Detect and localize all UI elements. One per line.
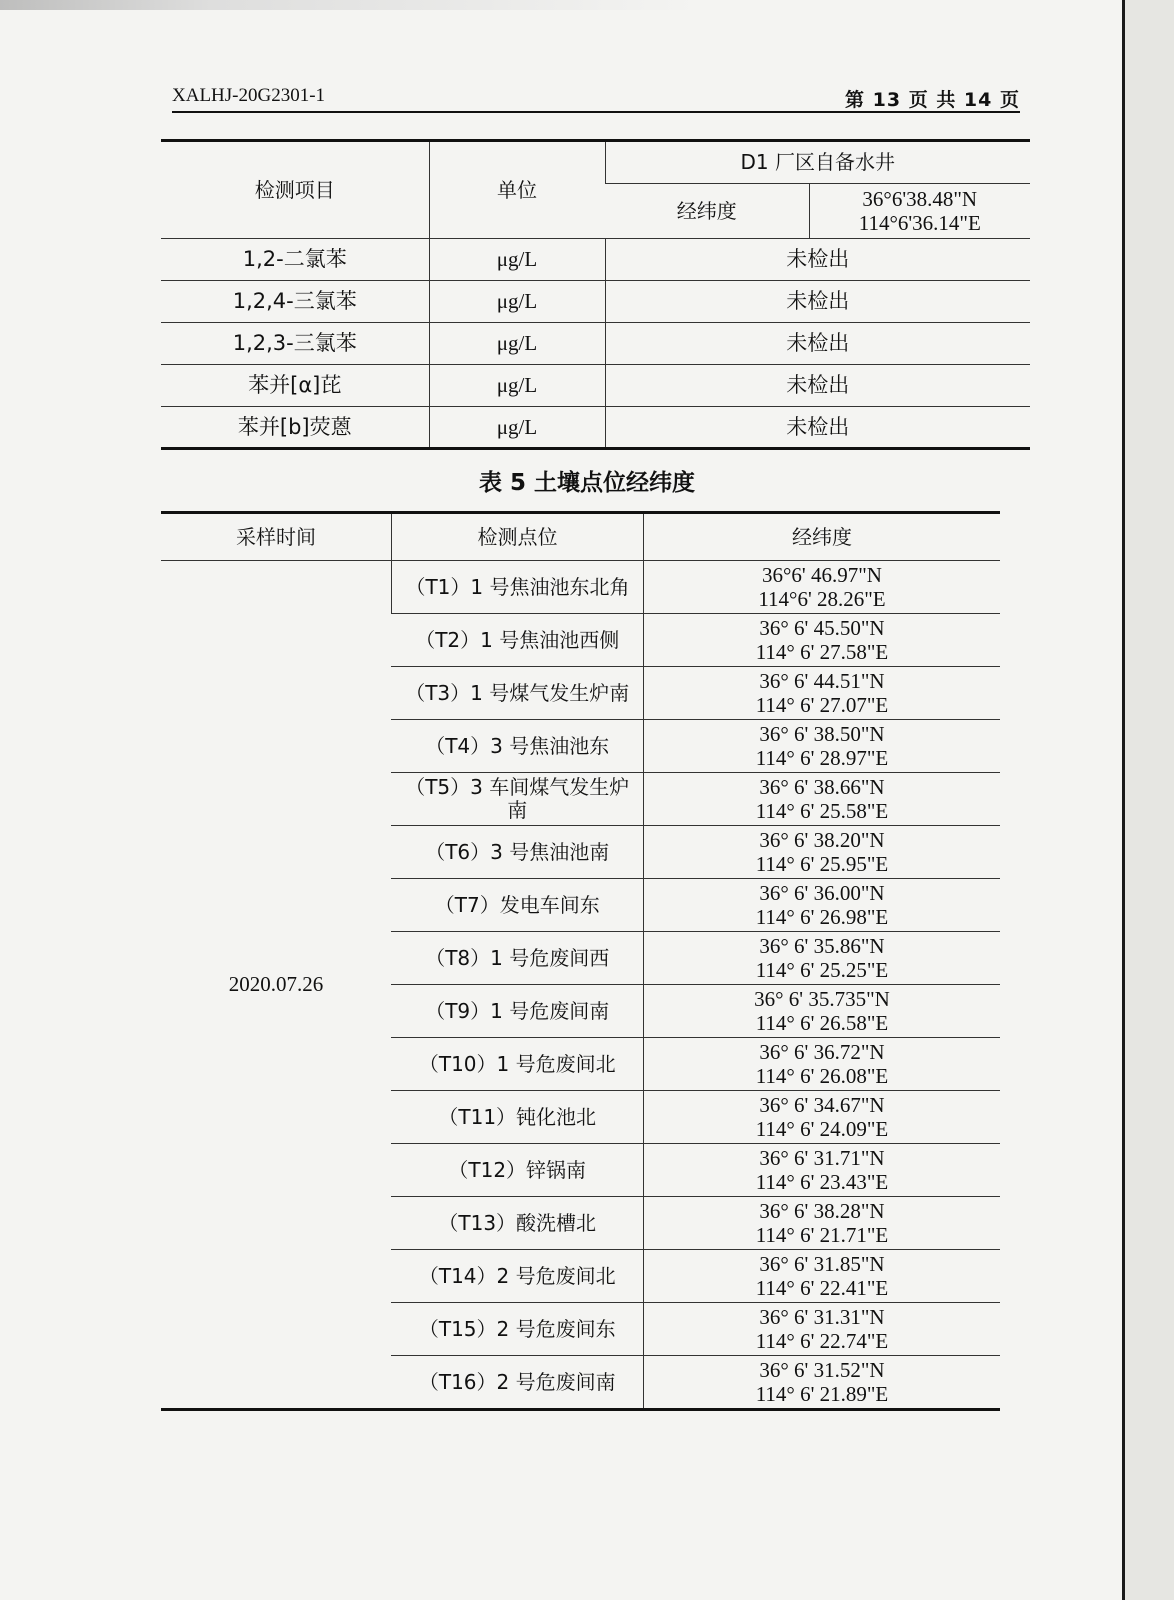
point-latitude: 36° 6' 35.86"N (759, 933, 885, 958)
document-id: XALHJ-20G2301-1 (172, 85, 326, 106)
point-coordinates (643, 1038, 1000, 1091)
page-header (172, 83, 1020, 113)
point-longitude: 114° 6' 25.95"E (755, 852, 889, 876)
point-coordinates (643, 932, 1000, 985)
col-header-unit: 单位 (429, 141, 605, 239)
point-longitude: 114° 6' 28.97"E (755, 746, 889, 770)
page-number: 第 13 页 共 14 页 (845, 89, 1020, 111)
point-latitude: 36° 6' 45.50"N (759, 615, 885, 640)
site-longitude: 114°6'36.14"E (858, 211, 981, 235)
point-latitude: 36° 6' 31.71"N (759, 1145, 885, 1170)
point-longitude: 114° 6' 21.89"E (755, 1382, 889, 1406)
point-longitude: 114° 6' 24.09"E (755, 1117, 889, 1141)
item-name: 1,2-二氯苯 (161, 239, 429, 281)
point-latitude: 36° 6' 38.28"N (759, 1198, 885, 1223)
table-row (161, 281, 1030, 323)
item-unit: μg/L (429, 281, 605, 323)
sampling-point: （T5）3 车间煤气发生炉南 (391, 773, 643, 826)
item-unit: μg/L (429, 323, 605, 365)
sampling-point: （T14）2 号危废间北 (391, 1250, 643, 1303)
table-caption: 表 5 土壤点位经纬度 (478, 470, 696, 496)
point-coordinates (643, 720, 1000, 773)
point-coordinates (643, 985, 1000, 1038)
site-coordinates (809, 184, 1030, 239)
item-result: 未检出 (605, 281, 1030, 323)
sampling-point: （T3）1 号煤气发生炉南 (391, 667, 643, 720)
point-latitude: 36° 6' 36.72"N (759, 1039, 885, 1064)
point-latitude: 36° 6' 31.85"N (759, 1251, 885, 1276)
point-latitude: 36° 6' 44.51"N (759, 668, 885, 693)
site-latitude: 36°6'38.48"N (862, 186, 978, 211)
point-coordinates (643, 879, 1000, 932)
point-longitude: 114° 6' 26.98"E (755, 905, 889, 929)
point-longitude: 114° 6' 26.58"E (755, 1011, 889, 1035)
point-coordinates (643, 614, 1000, 667)
point-coordinates (643, 667, 1000, 720)
item-name: 1,2,4-三氯苯 (161, 281, 429, 323)
col-header-time: 采样时间 (161, 513, 391, 561)
table-row (161, 407, 1030, 449)
point-latitude: 36°6' 46.97"N (762, 562, 882, 587)
sampling-point: （T11）钝化池北 (391, 1091, 643, 1144)
point-latitude: 36° 6' 36.00"N (759, 880, 885, 905)
point-latitude: 36° 6' 38.20"N (759, 827, 885, 852)
point-latitude: 36° 6' 38.50"N (759, 721, 885, 746)
table-row (161, 561, 1000, 614)
scan-noise (0, 0, 700, 10)
table-row (161, 239, 1030, 281)
coord-label: 经纬度 (605, 184, 809, 239)
sampling-date: 2020.07.26 (228, 972, 324, 997)
item-unit: μg/L (429, 365, 605, 407)
col-header-point: 检测点位 (391, 513, 643, 561)
item-unit: μg/L (429, 407, 605, 449)
point-longitude: 114°6' 28.26"E (758, 587, 886, 611)
sampling-point: （T8）1 号危废间西 (391, 932, 643, 985)
point-longitude: 114° 6' 25.58"E (755, 799, 889, 823)
item-name: 苯并[b]荧蒽 (161, 407, 429, 449)
sampling-point: （T13）酸洗槽北 (391, 1197, 643, 1250)
site-name: D1 厂区自备水井 (605, 141, 1030, 184)
soil-coordinates-table (161, 511, 1000, 1411)
col-header-coord: 经纬度 (643, 513, 1000, 561)
point-latitude: 36° 6' 31.52"N (759, 1357, 885, 1382)
point-coordinates (643, 1091, 1000, 1144)
point-longitude: 114° 6' 27.07"E (755, 693, 889, 717)
sampling-point: （T15）2 号危废间东 (391, 1303, 643, 1356)
item-name: 1,2,3-三氯苯 (161, 323, 429, 365)
item-unit: μg/L (429, 239, 605, 281)
item-result: 未检出 (605, 365, 1030, 407)
item-result: 未检出 (605, 407, 1030, 449)
sampling-point: （T12）锌锅南 (391, 1144, 643, 1197)
point-longitude: 114° 6' 26.08"E (755, 1064, 889, 1088)
point-longitude: 114° 6' 23.43"E (755, 1170, 889, 1194)
point-longitude: 114° 6' 21.71"E (755, 1223, 889, 1247)
point-coordinates (643, 1250, 1000, 1303)
sampling-point: （T1）1 号焦油池东北角 (391, 561, 643, 614)
point-latitude: 36° 6' 38.66"N (759, 774, 885, 799)
item-result: 未检出 (605, 323, 1030, 365)
point-coordinates (643, 561, 1000, 614)
point-latitude: 36° 6' 31.31"N (759, 1304, 885, 1329)
sampling-point: （T2）1 号焦油池西侧 (391, 614, 643, 667)
page-edge (1122, 0, 1174, 1600)
col-header-item: 检测项目 (161, 141, 429, 239)
point-coordinates (643, 826, 1000, 879)
item-name: 苯并[α]芘 (161, 365, 429, 407)
sampling-point: （T10）1 号危废间北 (391, 1038, 643, 1091)
point-longitude: 114° 6' 27.58"E (755, 640, 889, 664)
point-coordinates (643, 1144, 1000, 1197)
sampling-point: （T16）2 号危废间南 (391, 1356, 643, 1410)
point-latitude: 36° 6' 35.735"N (754, 986, 890, 1011)
table-row (161, 323, 1030, 365)
point-coordinates (643, 1356, 1000, 1410)
point-coordinates (643, 1303, 1000, 1356)
sampling-point: （T9）1 号危废间南 (391, 985, 643, 1038)
point-longitude: 114° 6' 22.74"E (755, 1329, 889, 1353)
table-row (161, 365, 1030, 407)
item-result: 未检出 (605, 239, 1030, 281)
sampling-point: （T7）发电车间东 (391, 879, 643, 932)
sampling-point: （T4）3 号焦油池东 (391, 720, 643, 773)
point-longitude: 114° 6' 22.41"E (755, 1276, 889, 1300)
point-coordinates (643, 773, 1000, 826)
water-well-results-table (161, 139, 1030, 450)
point-coordinates (643, 1197, 1000, 1250)
point-latitude: 36° 6' 34.67"N (759, 1092, 885, 1117)
point-longitude: 114° 6' 25.25"E (755, 958, 889, 982)
sampling-point: （T6）3 号焦油池南 (391, 826, 643, 879)
